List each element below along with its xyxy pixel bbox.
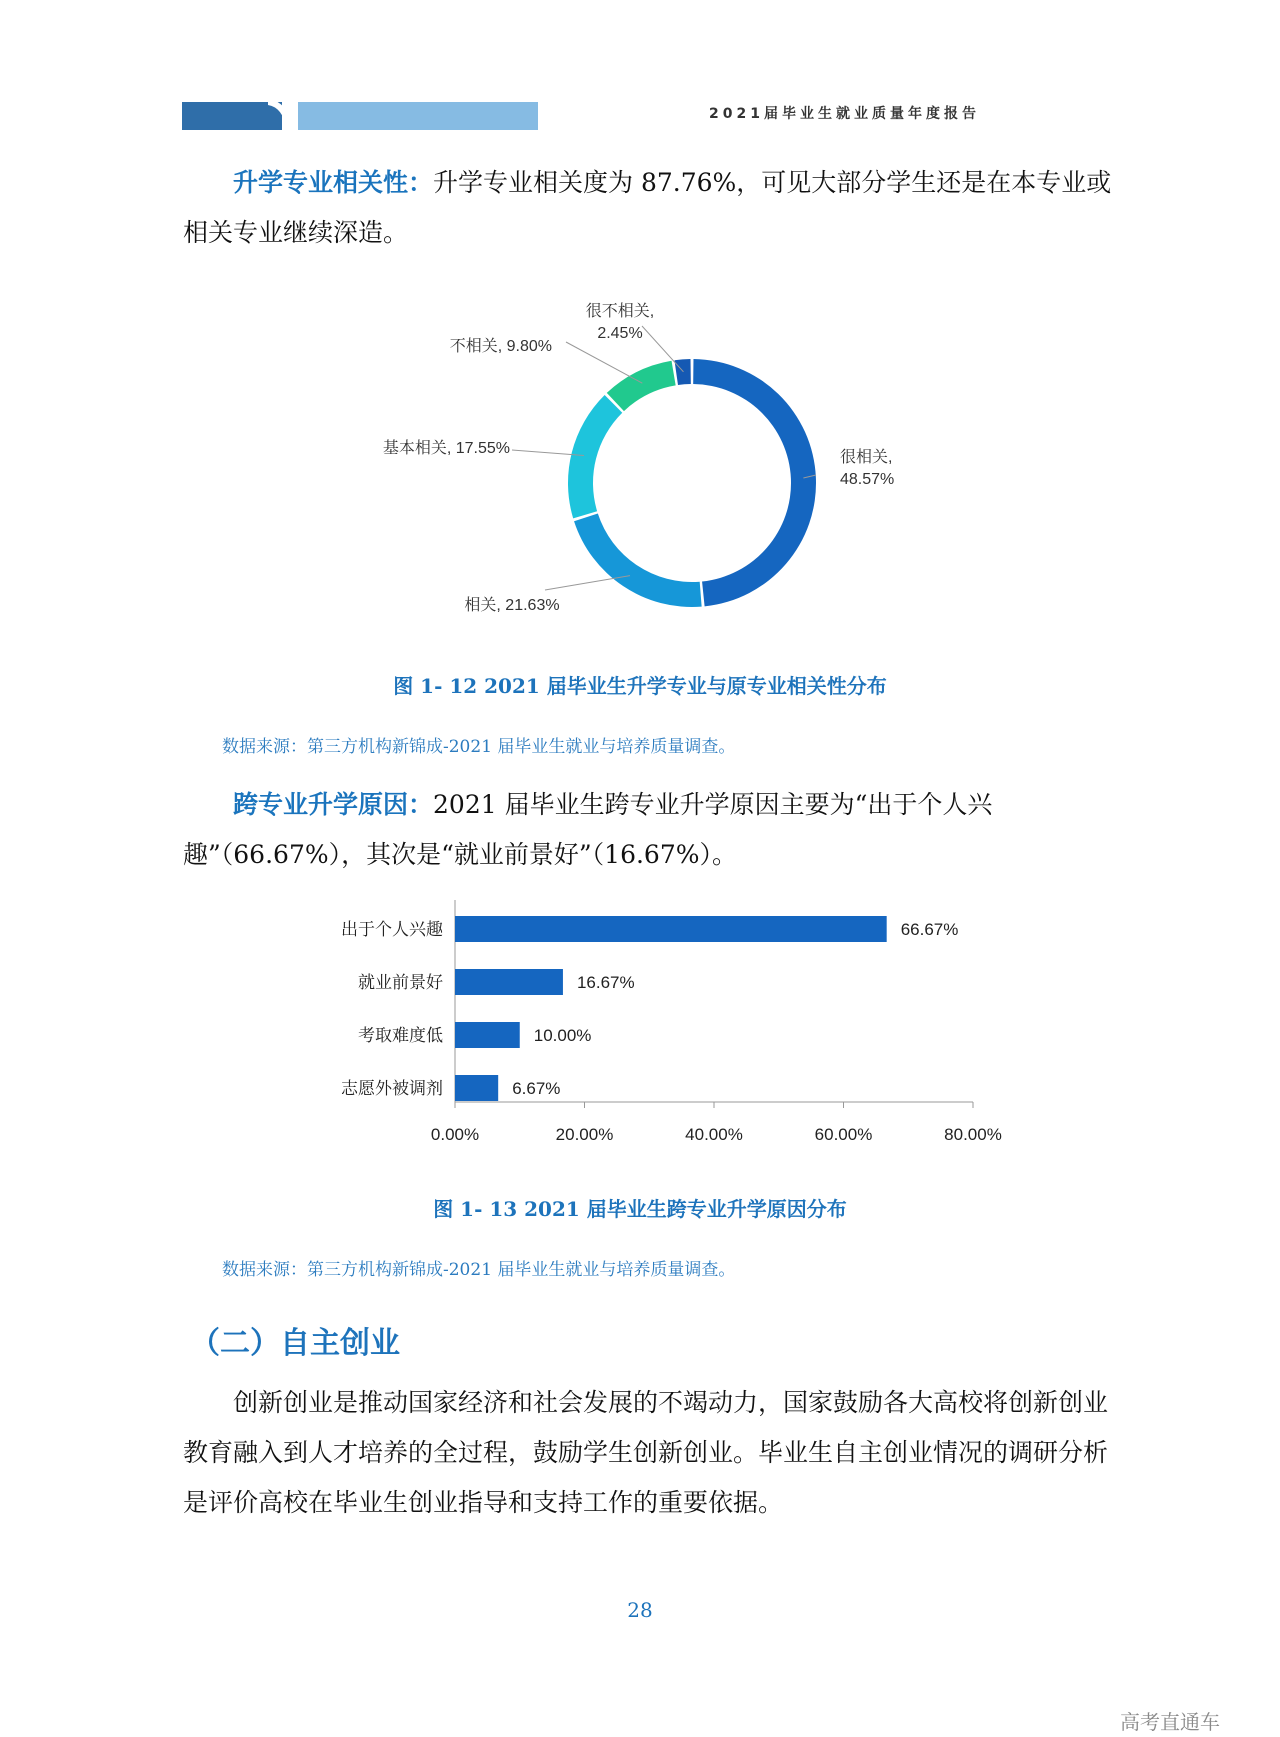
y-category-label: 志愿外被调剂 — [341, 1079, 443, 1098]
y-category-label: 就业前景好 — [358, 973, 443, 992]
bar — [455, 916, 887, 942]
bar — [455, 1022, 520, 1048]
paragraph-lead: 升学专业相关性： — [233, 168, 434, 197]
bar-value-label: 66.67% — [900, 920, 959, 939]
bar — [455, 1075, 498, 1101]
donut-slice-label: 很不相关, 2.45% — [585, 303, 655, 342]
x-tick-label: 60.00% — [814, 1125, 873, 1144]
header-band-light — [298, 102, 538, 130]
donut-slice-label: 基本相关, 17.55% — [382, 440, 510, 457]
data-source-2: 数据来源：第三方机构新锦成-2021 届毕业生就业与培养质量调查。 — [222, 1260, 736, 1280]
paragraph-related-major — [183, 158, 1113, 258]
bar-value-label: 16.67% — [576, 973, 635, 992]
paragraph-cross-major — [183, 780, 1113, 880]
x-tick-label: 40.00% — [685, 1125, 743, 1144]
donut-leader-line — [545, 576, 630, 590]
donut-chart — [380, 290, 940, 630]
paragraph-body: 升学专业相关度为 87.76%，可见大部分学生还是在本专业或相关专业继续深造。 — [183, 168, 1112, 247]
figure-caption-2: 图 1- 13 2021 届毕业生跨专业升学原因分布 — [433, 1197, 847, 1221]
donut-slice-label: 相关, 21.63% — [464, 597, 560, 614]
x-tick-label: 0.00% — [430, 1125, 480, 1144]
paragraph-lead: 跨专业升学原因： — [233, 790, 434, 819]
bar — [455, 969, 563, 995]
data-source-1: 数据来源：第三方机构新锦成-2021 届毕业生就业与培养质量调查。 — [222, 737, 736, 757]
donut-slice-label: 不相关, 9.80% — [449, 338, 552, 355]
y-category-label: 出于个人兴趣 — [341, 920, 443, 939]
paragraph-entrepreneurship: 创新创业是推动国家经济和社会发展的不竭动力，国家鼓励各大高校将创新创业教育融入到人才培养的全过程，鼓励学生创新创业。毕业生自主创业情况的调研分析是评价高校在毕业生创业指导和支持工作的重要依据。 — [183, 1388, 1109, 1517]
figure-caption-1: 图 1- 12 2021 届毕业生升学专业与原专业相关性分布 — [393, 674, 887, 698]
donut-slice — [568, 395, 622, 518]
y-category-label: 考取难度低 — [358, 1026, 443, 1045]
donut-slice — [674, 359, 690, 385]
section-title: （二）自主创业 — [190, 1326, 400, 1361]
donut-slice — [607, 361, 676, 411]
header-title: 2021届毕业生就业质量年度报告 — [709, 106, 980, 122]
x-tick-label: 80.00% — [944, 1125, 1002, 1144]
bar-value-label: 10.00% — [533, 1026, 592, 1045]
header-band-dark — [182, 102, 282, 130]
paragraph-body: 2021 届毕业生跨专业升学原因主要为“出于个人兴趣”（66.67%），其次是“就业前景好”（16.67%）。 — [183, 790, 993, 869]
page-number: 28 — [627, 1598, 653, 1622]
bar-value-label: 6.67% — [512, 1079, 561, 1098]
x-tick-label: 20.00% — [555, 1125, 614, 1144]
bar-chart — [300, 890, 1040, 1150]
donut-slice — [574, 514, 702, 607]
donut-leader-line — [566, 342, 642, 383]
watermark-text: 高考直通车 — [1120, 1710, 1220, 1734]
donut-slice-label: 很相关, 48.57% — [840, 449, 895, 488]
donut-slice — [693, 359, 816, 606]
